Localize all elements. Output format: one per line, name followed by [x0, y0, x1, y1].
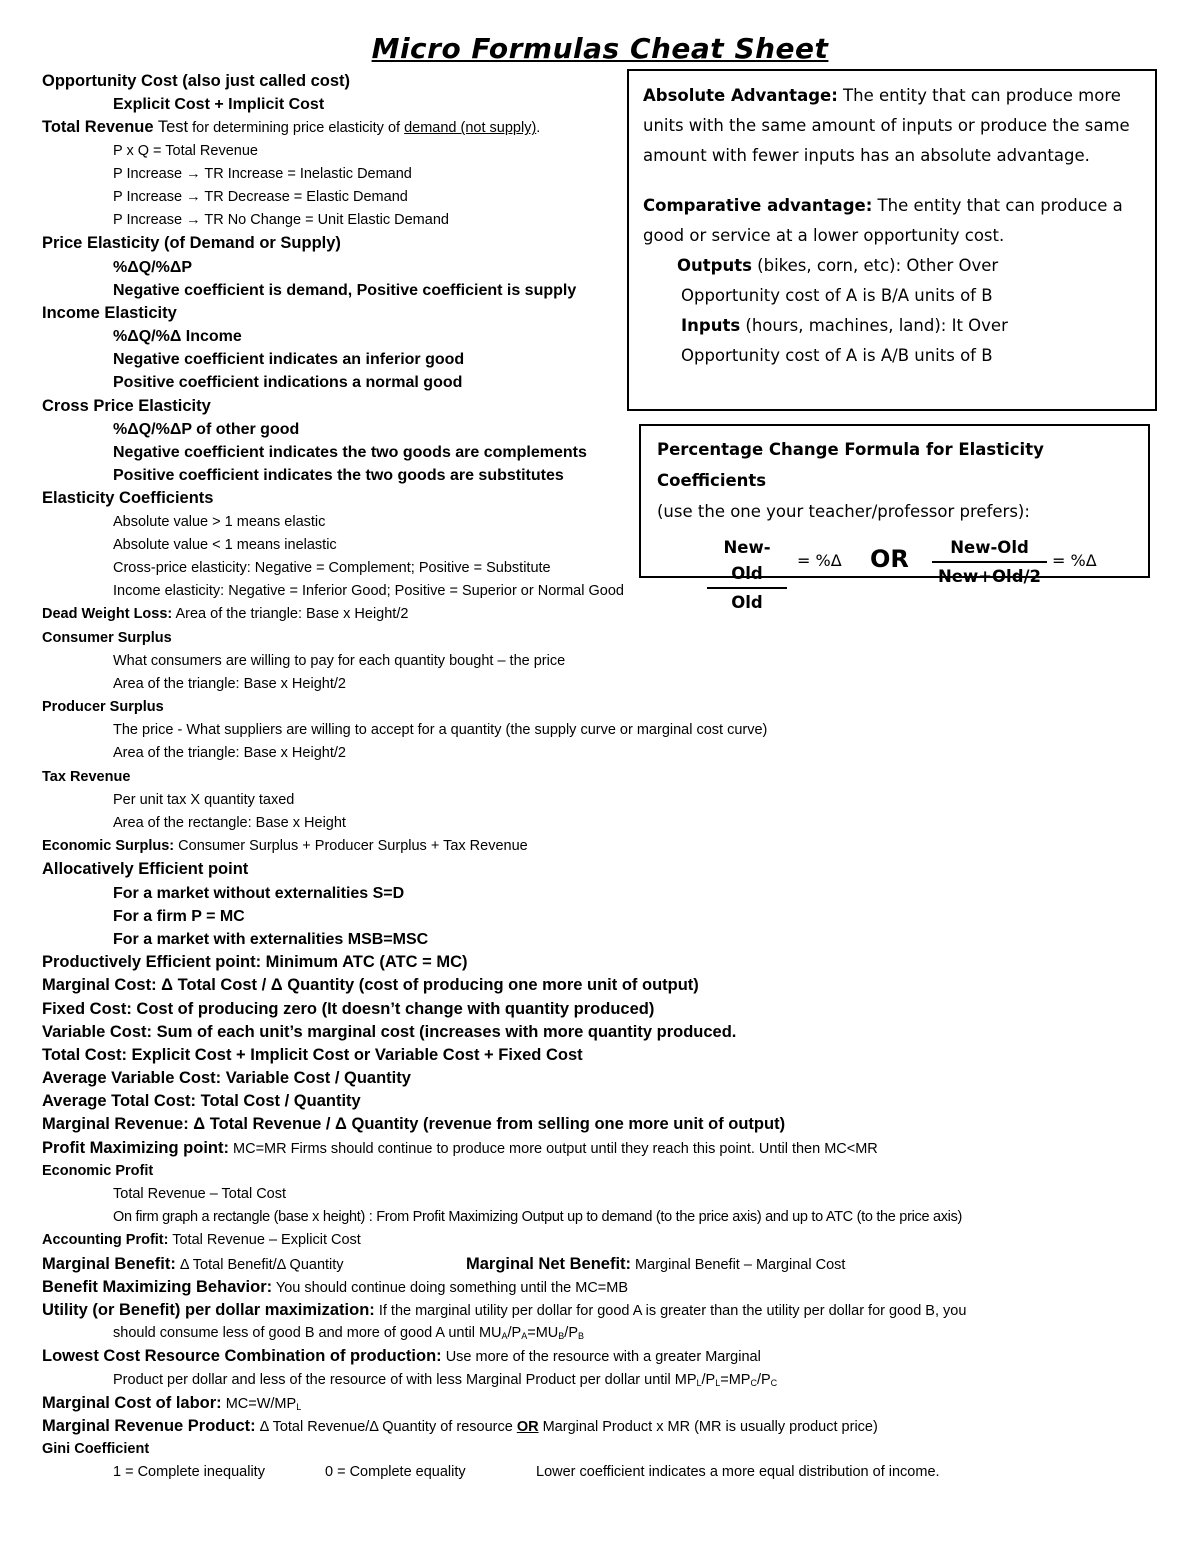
formula-line: P Increase → TR Increase = Inelastic Demand [113, 165, 412, 182]
numerator: New-Old [932, 535, 1047, 563]
numerator: New-Old [707, 535, 787, 589]
formula-line: Area of the rectangle: Base x Height [113, 815, 346, 831]
label: Outputs [677, 256, 752, 275]
heading-opportunity-cost: Opportunity Cost (also just called cost) [42, 72, 351, 90]
inputs-line [643, 311, 1141, 341]
text: Marginal Benefit – Marginal Cost [631, 1256, 846, 1273]
percent-heading [657, 434, 1132, 496]
gini-zero: 0 = Complete equality [325, 1464, 466, 1481]
formula-line: Area of the triangle: Base x Height/2 [113, 745, 346, 762]
label: Economic Surplus: [42, 838, 175, 855]
formula-line: Negative coefficient indicates an inferior good [113, 351, 465, 369]
label: Total Revenue [42, 118, 154, 137]
formula-line: On firm graph a rectangle (base x height) : From Profit Maximizing Output up to demand (to the price axis) and up to ATC (to the price axis) [113, 1209, 963, 1226]
formula-line: Absolute value > 1 means elastic [113, 513, 326, 530]
equals-percent: = %Δ [797, 551, 842, 570]
label: Marginal Benefit: [42, 1254, 176, 1273]
formula-line: What consumers are willing to pay for each quantity bought – the price [113, 652, 566, 669]
subscript: B [578, 1331, 585, 1342]
heading-consumer-surplus: Consumer Surplus [42, 629, 172, 646]
inputs-formula: Opportunity cost of A is A/B units of B [681, 346, 993, 365]
percent-subheading: (use the one your teacher/professor prefers): [657, 502, 1030, 521]
formula-line: The price - What suppliers are willing to accept for a quantity (the supply curve or marginal cost curve) [113, 722, 768, 739]
text: =MU [527, 1325, 559, 1342]
formula-line: Area of the triangle: Base x Height/2 [113, 675, 346, 692]
text: Δ Total Revenue/Δ Quantity of resource [255, 1418, 517, 1435]
formula-line: Absolute value < 1 means inelastic [113, 536, 337, 553]
text: /P [507, 1325, 522, 1342]
text: Use more of the resource with a greater Marginal [441, 1349, 761, 1366]
denominator: New+Old/2 [937, 567, 1042, 586]
subscript: L [296, 1401, 302, 1412]
heading-gini-coefficient: Gini Coefficient [42, 1441, 150, 1458]
formula-line: For a firm P = MC [113, 907, 245, 925]
subscript: A [521, 1331, 528, 1342]
text: The entity that can produce a good or service at a lower opportunity cost. [643, 196, 1123, 245]
text: should consume less of good B and more of good A until MU [113, 1325, 502, 1342]
heading-tax-revenue: Tax Revenue [42, 768, 131, 785]
subscript: L [696, 1377, 702, 1388]
heading-marginal-cost: Marginal Cost: Δ Total Cost / Δ Quantity (cost of producing one more unit of output) [42, 976, 699, 995]
comparative-advantage [643, 191, 1141, 251]
text: . [536, 120, 541, 137]
subscript: A [501, 1331, 508, 1342]
heading-marginal-revenue-product [42, 1415, 1182, 1438]
formula-line: Total Revenue – Total Cost [113, 1186, 287, 1202]
label: Marginal Net Benefit: [466, 1254, 632, 1273]
heading-average-variable-cost: Average Variable Cost: Variable Cost / Quantity [42, 1069, 411, 1088]
text: MC=W/MP [221, 1395, 297, 1412]
subscript: C [750, 1377, 757, 1388]
label: Utility (or Benefit) per dollar maximization: [42, 1300, 375, 1319]
text: Product per dollar and less of the resource of with less Marginal Product per dollar until MP [113, 1371, 697, 1388]
formula-line: P Increase → TR No Change = Unit Elastic Demand [113, 212, 449, 229]
text: You should continue doing something until the MC=MB [272, 1279, 629, 1296]
label: Accounting Profit: [42, 1232, 169, 1249]
heading-marginal-revenue: Marginal Revenue: Δ Total Revenue / Δ Quantity (revenue from selling one more unit of output) [42, 1115, 786, 1134]
formula-line: For a market without externalities S=D [113, 884, 405, 902]
label: Dead Weight Loss: [42, 606, 173, 623]
text: =MP [720, 1371, 751, 1388]
formula-row [657, 535, 1132, 612]
fraction-midpoint [932, 535, 1047, 591]
text: Test [153, 118, 189, 137]
text: The entity that can produce more units with the same amount of inputs or produce the same amount with fewer inputs has an absolute advantage. [643, 86, 1130, 165]
text: /P [564, 1325, 578, 1342]
heading-accounting-profit [42, 1229, 1182, 1252]
text: (hours, machines, land): It Over [740, 316, 1008, 335]
formula-line [42, 1369, 1182, 1392]
spacer [643, 171, 1141, 191]
label: Percentage Change Formula for Elasticity Coefficients [657, 440, 1044, 490]
formula-line: Negative coefficient is demand, Positive coefficient is supply [113, 281, 577, 299]
heading-fixed-cost: Fixed Cost: Cost of producing zero (It doesn’t change with quantity produced) [42, 999, 655, 1018]
gini-one: 1 = Complete inequality [113, 1464, 265, 1481]
heading-cross-price-elasticity: Cross Price Elasticity [42, 396, 211, 415]
formula-line: Explicit Cost + Implicit Cost [113, 96, 325, 114]
marginal-net-benefit [466, 1253, 845, 1277]
text: for determining price elasticity of [188, 120, 405, 137]
label: Absolute Advantage: [643, 86, 838, 105]
heading-productively-efficient: Productively Efficient point: Minimum ATC (ATC = MC) [42, 953, 468, 972]
formula-line: For a market with externalities MSB=MSC [113, 930, 429, 948]
formula-line [42, 1461, 1182, 1484]
heading-total-cost: Total Cost: Explicit Cost + Implicit Cost or Variable Cost + Fixed Cost [42, 1045, 583, 1064]
text: /P [701, 1371, 716, 1388]
formula-line: P x Q = Total Revenue [113, 142, 258, 159]
heading-profit-maximizing [42, 1137, 1182, 1160]
equals-percent: = %Δ [1052, 551, 1097, 570]
label: Benefit Maximizing Behavior: [42, 1277, 273, 1296]
or-label: OR [870, 545, 909, 573]
subscript: B [558, 1331, 565, 1342]
underlined-text: OR [516, 1418, 539, 1435]
heading-income-elasticity: Income Elasticity [42, 303, 177, 322]
formula-line: Cross-price elasticity: Negative = Complement; Positive = Substitute [113, 559, 551, 576]
text: Marginal Product x MR (MR is usually product price) [538, 1418, 878, 1435]
heading-benefit-maximizing [42, 1276, 1182, 1299]
formula-line: %ΔQ/%Δ Income [113, 328, 242, 346]
advantage-box [627, 69, 1157, 411]
page-title: Micro Formulas Cheat Sheet [371, 32, 829, 65]
text: MC=MR Firms should continue to produce more output until they reach this point. Until then MC<MR [229, 1140, 878, 1157]
heading-utility-per-dollar [42, 1299, 1182, 1322]
text: If the marginal utility per dollar for good A is greater than the utility per dollar for good B, you [374, 1302, 967, 1319]
text: (bikes, corn, etc): Other Over [751, 256, 999, 275]
subscript: C [770, 1377, 778, 1388]
formula-line: Income elasticity: Negative = Inferior Good; Positive = Superior or Normal Good [113, 583, 624, 600]
heading-allocatively-efficient: Allocatively Efficient point [42, 860, 249, 879]
outputs-line [643, 251, 1141, 281]
heading-price-elasticity: Price Elasticity (of Demand or Supply) [42, 234, 341, 253]
outputs-formula: Opportunity cost of A is B/A units of B [681, 286, 993, 305]
formula-line [42, 1322, 1182, 1345]
formula-line: Per unit tax X quantity taxed [113, 791, 295, 808]
label: Marginal Cost of labor: [42, 1393, 222, 1412]
formula-line: Negative coefficient indicates the two goods are complements [113, 444, 587, 461]
formula-line: Positive coefficient indications a normal good [113, 374, 463, 392]
heading-elasticity-coefficients: Elasticity Coefficients [42, 489, 214, 508]
absolute-advantage [643, 81, 1141, 171]
heading-marginal-benefit [42, 1253, 1182, 1276]
label: Comparative advantage: [643, 196, 873, 215]
heading-variable-cost: Variable Cost: Sum of each unit’s marginal cost (increases with more quantity produced. [42, 1022, 737, 1041]
heading-lowest-cost-resource [42, 1345, 1182, 1368]
heading-average-total-cost: Average Total Cost: Total Cost / Quantity [42, 1092, 361, 1111]
label: Profit Maximizing point: [42, 1138, 229, 1157]
percent-change-box [639, 424, 1150, 612]
underlined-text: demand (not supply) [404, 120, 537, 137]
fraction-simple [707, 535, 787, 617]
denominator: Old [731, 593, 763, 612]
label: Marginal Revenue Product: [42, 1416, 256, 1435]
label: Inputs [681, 316, 741, 335]
formula-line: %ΔQ/%ΔP of other good [113, 420, 300, 438]
gini-note: Lower coefficient indicates a more equal distribution of income. [536, 1464, 940, 1481]
heading-economic-surplus [42, 835, 1182, 858]
text: Total Revenue – Explicit Cost [168, 1232, 361, 1249]
heading-dead-weight-loss [42, 603, 1182, 626]
formula-line: %ΔQ/%ΔP [113, 258, 193, 276]
text: Δ Total Benefit/Δ Quantity [175, 1256, 344, 1273]
label: Lowest Cost Resource Combination of production: [42, 1347, 442, 1366]
heading-economic-profit: Economic Profit [42, 1162, 154, 1179]
subscript: L [715, 1377, 721, 1388]
heading-marginal-cost-of-labor [42, 1392, 1182, 1415]
text: /P [756, 1371, 771, 1388]
formula-line: P Increase → TR Decrease = Elastic Demand [113, 188, 408, 205]
formula-line: Positive coefficient indicates the two goods are substitutes [113, 467, 564, 485]
text: Area of the triangle: Base x Height/2 [172, 606, 409, 623]
text: Consumer Surplus + Producer Surplus + Tax Revenue [174, 838, 528, 855]
heading-producer-surplus: Producer Surplus [42, 699, 164, 716]
